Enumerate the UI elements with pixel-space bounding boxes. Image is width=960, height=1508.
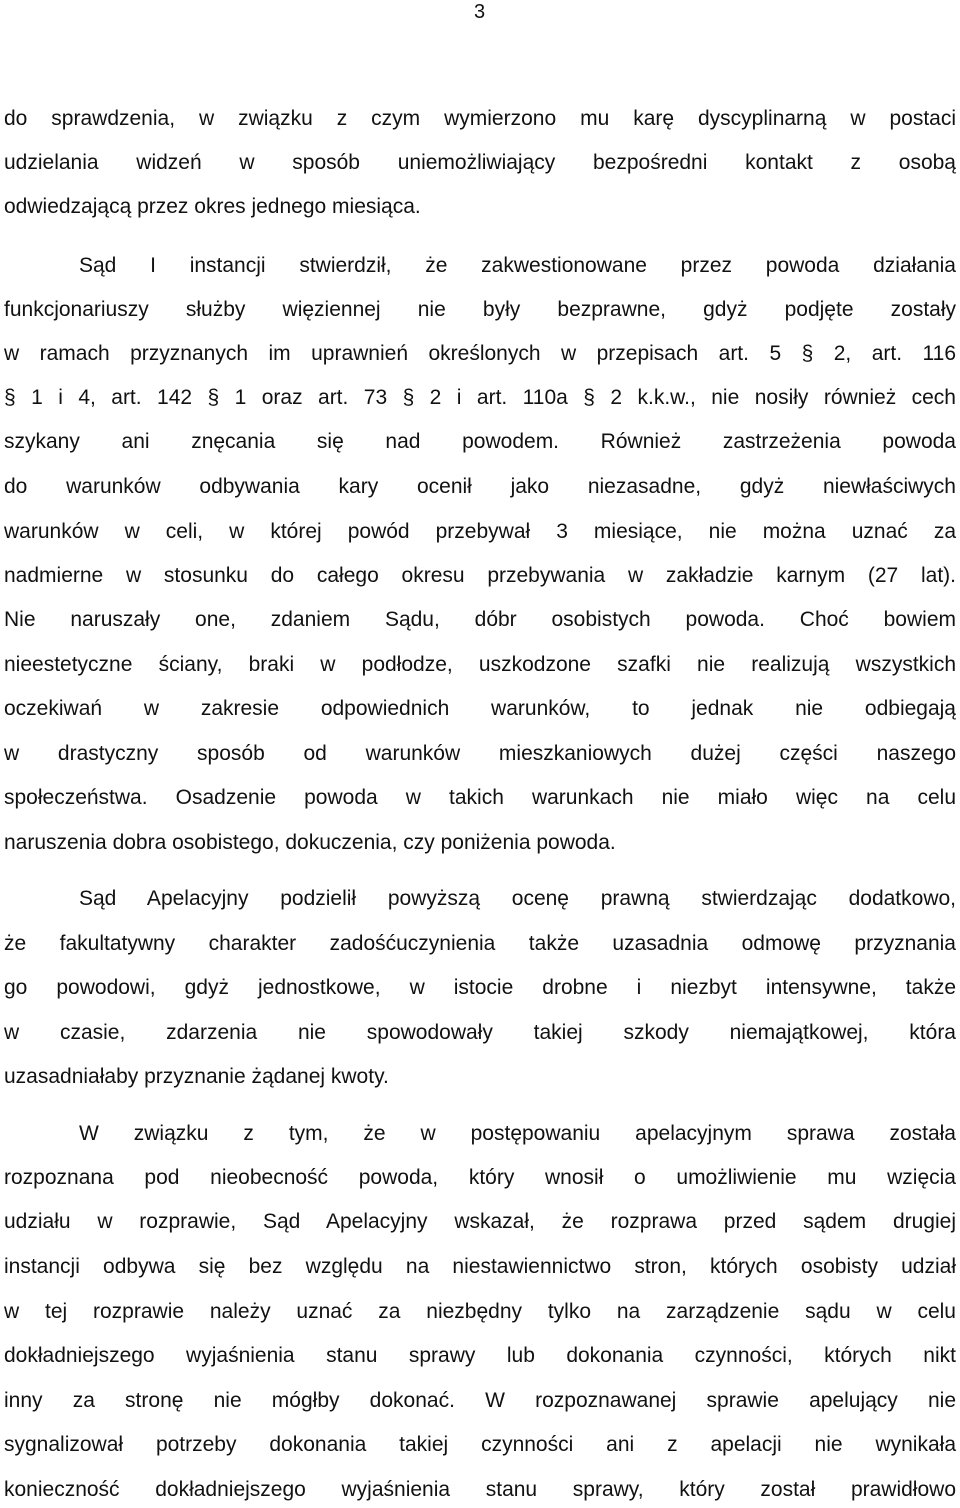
text-line: w czasie, zdarzenia nie spowodowały takiej szkody niemajątkowej, która (4, 1021, 956, 1044)
text-line: że fakultatywny charakter zadośćuczynienia także uzasadnia odmowę przyznania (4, 932, 956, 955)
text-line: Nie naruszały one, zdaniem Sądu, dóbr osobistych powoda. Choć bowiem (4, 608, 956, 631)
text-line: do warunków odbywania kary ocenił jako niezasadne, gdyż niewłaściwych (4, 475, 956, 498)
page-number: 3 (474, 1, 486, 23)
text-line: do sprawdzenia, w związku z czym wymierzono mu karę dyscyplinarną w postaci (4, 107, 956, 130)
text-line: dokładniejszego wyjaśnienia stanu sprawy lub dokonania czynności, których nikt (4, 1344, 956, 1367)
text-line: uzasadniałaby przyznanie żądanej kwoty. (4, 1065, 389, 1088)
text-line: warunków w celi, w której powód przebywał 3 miesiące, nie można uznać za (4, 520, 956, 543)
text-line: instancji odbywa się bez względu na niestawiennictwo stron, których osobisty udział (4, 1255, 956, 1278)
text-line: społeczeństwa. Osadzenie powoda w takich warunkach nie miało więc na celu (4, 786, 956, 809)
text-line: sygnalizował potrzeby dokonania takiej czynności ani z apelacji nie wynikała (4, 1433, 956, 1456)
text-line: odwiedzającą przez okres jednego miesiąca. (4, 195, 421, 218)
text-line: nadmierne w stosunku do całego okresu przebywania w zakładzie karnym (27 lat). (4, 564, 956, 587)
text-line: w drastyczny sposób od warunków mieszkaniowych dużej części naszego (4, 742, 956, 765)
text-line: nieestetyczne ściany, braki w podłodze, uszkodzone szafki nie realizują wszystkich (4, 653, 956, 676)
text-line: § 1 i 4, art. 142 § 1 oraz art. 73 § 2 i art. 110a § 2 k.k.w., nie nosiły również cech (4, 386, 956, 409)
text-line: naruszenia dobra osobistego, dokuczenia, czy poniżenia powoda. (4, 831, 616, 854)
text-line: w ramach przyznanych im uprawnień określonych w przepisach art. 5 § 2, art. 116 (4, 342, 956, 365)
text-line: Sąd Apelacyjny podzielił powyższą ocenę prawną stwierdzając dodatkowo, (79, 887, 956, 910)
text-line: rozpoznana pod nieobecność powoda, który wnosił o umożliwienie mu wzięcia (4, 1166, 956, 1189)
text-line: Sąd I instancji stwierdził, że zakwestionowane przez powoda działania (79, 254, 956, 277)
text-line: udzielania widzeń w sposób uniemożliwiający bezpośredni kontakt z osobą (4, 151, 956, 174)
text-line: inny za stronę nie mógłby dokonać. W rozpoznawanej sprawie apelujący nie (4, 1389, 956, 1412)
text-line: udziału w rozprawie, Sąd Apelacyjny wskazał, że rozprawa przed sądem drugiej (4, 1210, 956, 1233)
text-line: funkcjonariuszy służby więziennej nie były bezprawne, gdyż podjęte zostały (4, 298, 956, 321)
text-line: konieczność dokładniejszego wyjaśnienia stanu sprawy, który został prawidłowo (4, 1478, 956, 1501)
text-line: oczekiwań w zakresie odpowiednich warunków, to jednak nie odbiegają (4, 697, 956, 720)
text-line: go powodowi, gdyż jednostkowe, w istocie drobne i niezbyt intensywne, także (4, 976, 956, 999)
text-line: W związku z tym, że w postępowaniu apelacyjnym sprawa została (79, 1122, 956, 1145)
text-line: w tej rozprawie należy uznać za niezbędny tylko na zarządzenie sądu w celu (4, 1300, 956, 1323)
text-line: szykany ani znęcania się nad powodem. Również zastrzeżenia powoda (4, 430, 956, 453)
